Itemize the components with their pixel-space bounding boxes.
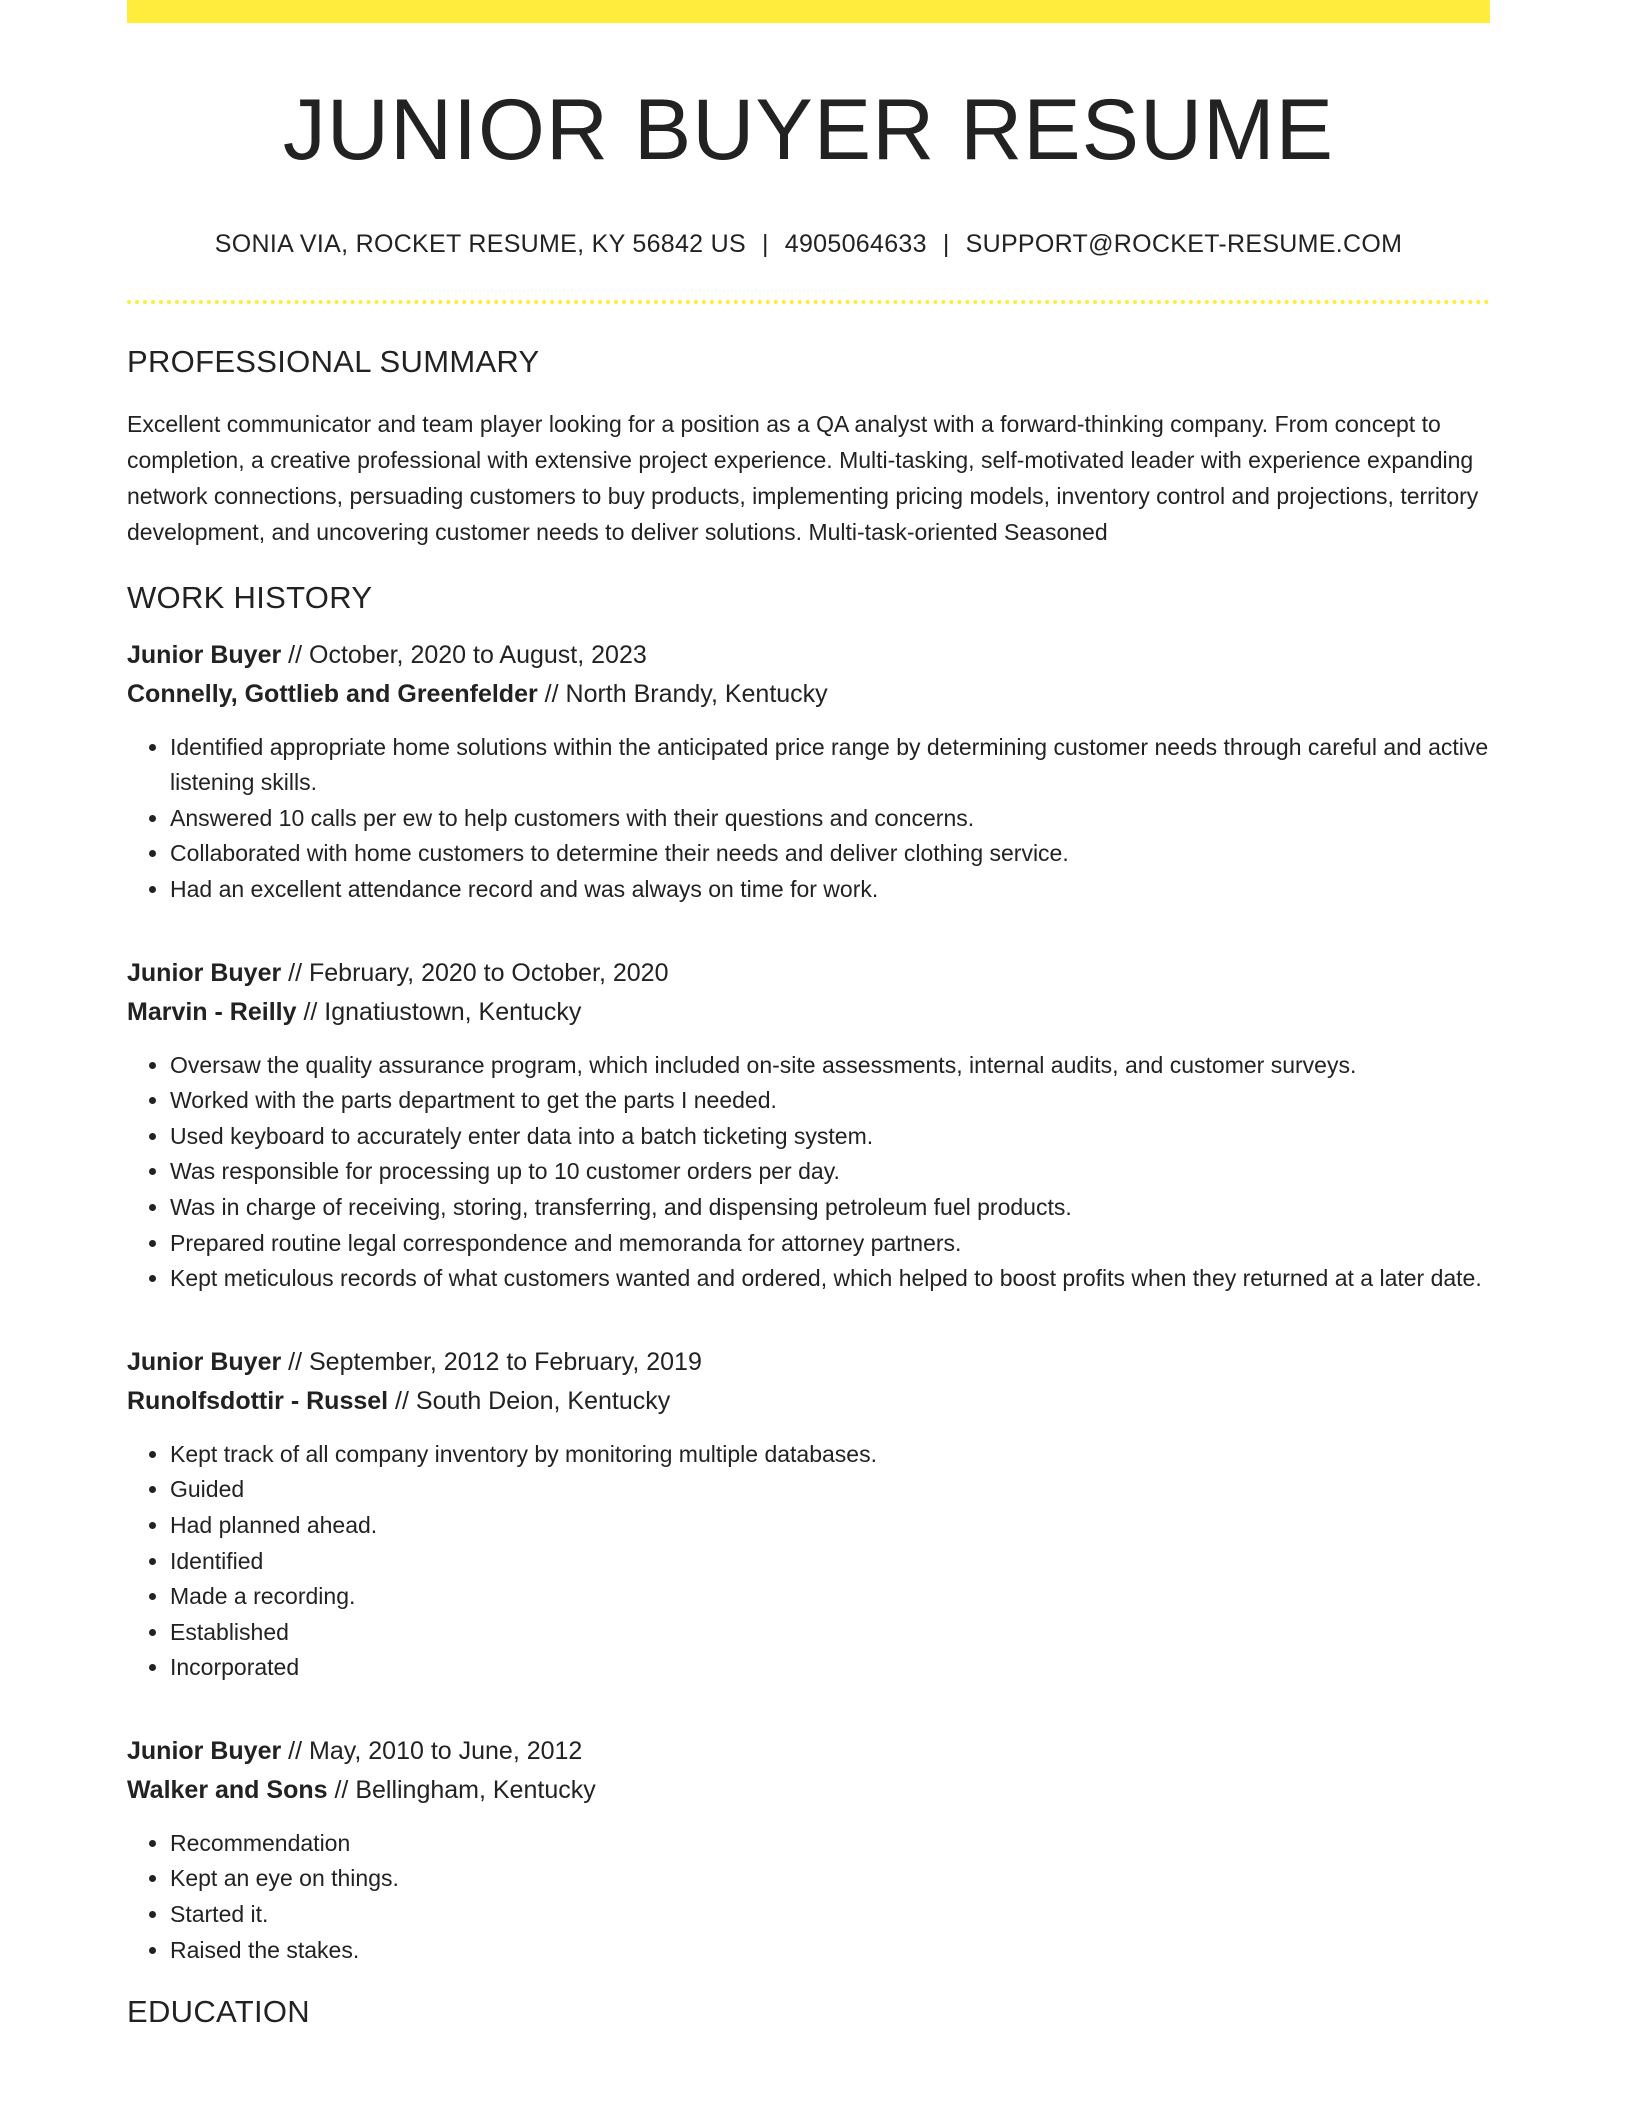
job-company: Connelly, Gottlieb and Greenfelder xyxy=(127,679,538,708)
job-separator: // xyxy=(388,1386,416,1415)
contact-separator: | xyxy=(942,229,950,258)
job-bullet: • Worked with the parts department to get the parts I needed. xyxy=(170,1083,1490,1119)
contact-email[interactable]: SUPPORT@ROCKET-RESUME.COM xyxy=(965,229,1403,258)
job-bullet: • Guided xyxy=(170,1472,1490,1508)
job-separator: // xyxy=(296,997,325,1026)
dotted-divider xyxy=(127,300,1490,304)
job-company-line xyxy=(127,993,1490,1032)
job-entry xyxy=(127,954,1490,1297)
job-location: North Brandy, Kentucky xyxy=(565,679,828,708)
job-separator: // xyxy=(537,679,566,708)
job-dates: October, 2020 to August, 2023 xyxy=(309,640,647,669)
resume-page xyxy=(127,0,1490,2030)
job-separator: // xyxy=(281,1736,309,1765)
top-accent-bar xyxy=(127,0,1490,23)
resume-title: JUNIOR BUYER RESUME xyxy=(282,82,1335,178)
job-title: Junior Buyer xyxy=(127,958,282,987)
work-history-list xyxy=(127,636,1490,1969)
job-title: Junior Buyer xyxy=(127,640,282,669)
job-bullet: • Made a recording. xyxy=(170,1579,1490,1615)
job-dates: May, 2010 to June, 2012 xyxy=(309,1736,583,1765)
job-company-line xyxy=(127,1382,1490,1421)
job-bullet: • Kept an eye on things. xyxy=(170,1861,1490,1897)
job-bullet-list xyxy=(127,1826,1490,1968)
job-bullet: • Recommendation xyxy=(170,1826,1490,1862)
job-title-line xyxy=(127,636,1490,675)
job-location: Ignatiustown, Kentucky xyxy=(324,997,582,1026)
job-bullet: • Kept track of all company inventory by monitoring multiple databases. xyxy=(170,1437,1490,1473)
job-bullet: • Collaborated with home customers to determine their needs and deliver clothing service. xyxy=(170,836,1490,872)
job-bullet: • Had planned ahead. xyxy=(170,1508,1490,1544)
job-bullet: • Kept meticulous records of what customers wanted and ordered, which helped to boost profits when they returned at a later date. xyxy=(170,1261,1490,1297)
job-bullet: • Oversaw the quality assurance program, which included on-site assessments, internal audits, and customer surveys. xyxy=(170,1048,1490,1084)
job-bullet: • Raised the stakes. xyxy=(170,1933,1490,1969)
job-bullet: • Was responsible for processing up to 10 customer orders per day. xyxy=(170,1154,1490,1190)
job-company: Walker and Sons xyxy=(127,1775,328,1804)
job-dates: September, 2012 to February, 2019 xyxy=(309,1347,702,1376)
job-bullet: • Identified appropriate home solutions within the anticipated price range by determining customer needs through careful and active listening skills. xyxy=(170,730,1490,801)
job-company-line xyxy=(127,1771,1490,1810)
job-bullet: • Used keyboard to accurately enter data into a batch ticketing system. xyxy=(170,1119,1490,1155)
contact-address: SONIA VIA, ROCKET RESUME, KY 56842 US xyxy=(214,229,746,258)
job-bullet: • Identified xyxy=(170,1544,1490,1580)
job-bullet: • Answered 10 calls per ew to help customers with their questions and concerns. xyxy=(170,801,1490,837)
summary-text: Excellent communicator and team player looking for a position as a QA analyst with a forward-thinking company. From concept to completion, a creative professional with extensive project experience. Multi-tasking, self-motivated leader with experience expanding network connections, persuading customers to buy products, implementing pricing models, inventory control and projections, territory development, and uncovering customer needs to deliver solutions. Multi-task-oriented Seasoned xyxy=(127,410,1479,545)
job-title: Junior Buyer xyxy=(127,1736,282,1765)
job-entry xyxy=(127,1343,1490,1686)
job-separator: // xyxy=(281,640,309,669)
job-bullet-list xyxy=(127,730,1490,908)
job-bullet: • Had an excellent attendance record and was always on time for work. xyxy=(170,872,1490,908)
job-bullet-list xyxy=(127,1048,1490,1297)
job-dates: February, 2020 to October, 2020 xyxy=(309,958,669,987)
education-heading: EDUCATION xyxy=(127,1994,310,2030)
job-bullet: • Established xyxy=(170,1615,1490,1651)
contact-phone: 4905064633 xyxy=(784,229,927,258)
contact-line xyxy=(127,230,1490,259)
job-bullet: • Was in charge of receiving, storing, transferring, and dispensing petroleum fuel products. xyxy=(170,1190,1490,1226)
job-title-line xyxy=(127,1732,1490,1771)
job-separator: // xyxy=(327,1775,356,1804)
job-bullet: • Prepared routine legal correspondence and memoranda for attorney partners. xyxy=(170,1226,1490,1262)
summary-heading: PROFESSIONAL SUMMARY xyxy=(127,343,540,379)
job-bullet: • Incorporated xyxy=(170,1650,1490,1686)
job-separator: // xyxy=(281,958,309,987)
job-location: Bellingham, Kentucky xyxy=(355,1775,596,1804)
job-entry xyxy=(127,1732,1490,1968)
job-entry xyxy=(127,636,1490,908)
job-separator: // xyxy=(281,1347,309,1376)
job-title: Junior Buyer xyxy=(127,1347,282,1376)
job-bullet: • Started it. xyxy=(170,1897,1490,1933)
job-company: Marvin - Reilly xyxy=(127,997,297,1026)
job-company-line xyxy=(127,675,1490,714)
job-title-line xyxy=(127,954,1490,993)
job-title-line xyxy=(127,1343,1490,1382)
contact-separator: | xyxy=(761,229,769,258)
work-history-heading: WORK HISTORY xyxy=(127,579,373,615)
job-bullet-list xyxy=(127,1437,1490,1686)
job-company: Runolfsdottir - Russel xyxy=(127,1386,389,1415)
job-location: South Deion, Kentucky xyxy=(415,1386,671,1415)
